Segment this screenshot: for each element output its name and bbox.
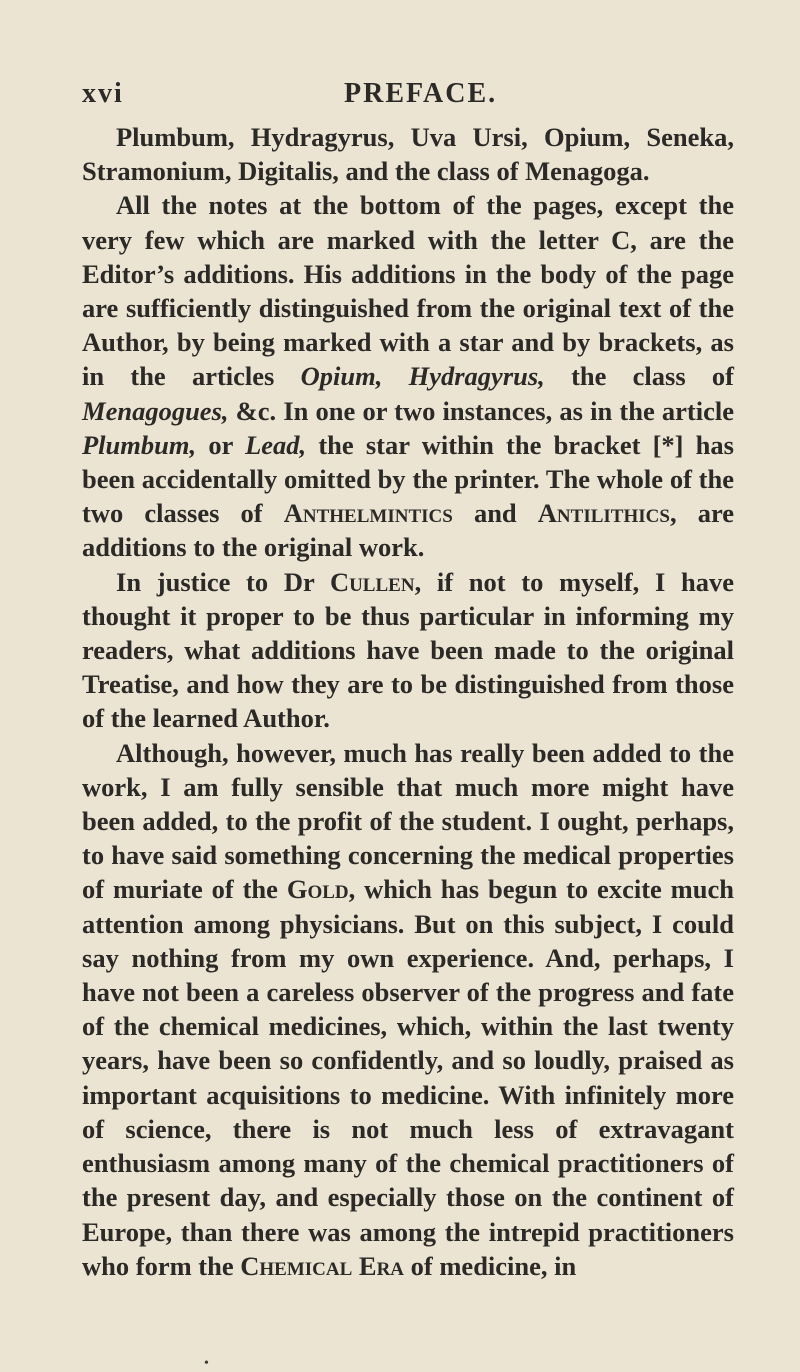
small-caps-term: Cullen: [329, 566, 415, 597]
text-run: , which has begun to excite much attention among physicians. But on this subject, I could say nothing from my own experience. And, perhaps, I have not been a careless observer of the progress and fate of the chemical medicines, which, within the last twenty years, have been so confidently, and so loudly, praised as important acquisitions to medicine. With infinitely more of science, there is not much less of extravagant enthusiasm among many of the chemical practitioners of the present day, and especially those on the continent of Europe, than there was among the intrepid practitioners who form the: [82, 874, 734, 1281]
text-run: the star within the bracket [*] has been accidentally omitted by the printer. The whole of the two classes of: [82, 429, 734, 529]
italic-term: Lead,: [245, 429, 307, 460]
text-run: , if not to myself, I have thought it proper to be thus particular in informing my readers, what additions have been made to the original Treatise, and how they are to be distinguished from those of the learned Author.: [82, 566, 734, 734]
paragraph-1: [82, 120, 734, 188]
page-number: xvi: [82, 78, 124, 109]
text-run: and: [452, 498, 538, 529]
italic-term: Menagogues,: [82, 395, 229, 426]
text-run: In justice to Dr: [116, 566, 330, 597]
italic-term: Plumbum,: [82, 429, 197, 460]
text-run: Plumbum, Hydragyrus, Uva Ursi, Opium, Seneka, Stramonium, Digitalis, and the class of Menagoga.: [82, 122, 734, 187]
text-run: &c. In one or two instances, as in the article: [228, 395, 734, 426]
body-text: [82, 120, 734, 1283]
paragraph-2: [82, 188, 734, 564]
small-caps-term: Anthelmintics: [283, 498, 453, 529]
italic-term: Opium, Hydragyrus,: [300, 361, 545, 392]
small-caps-term: Chemical Era: [240, 1250, 405, 1281]
text-run: of medicine, in: [404, 1250, 577, 1281]
printer-mark: •: [204, 1356, 209, 1371]
text-run: Although, however, much has really been added to the work, I am fully sensible that much more might have been added, to the profit of the student. I ought, perhaps, to have said something concerning the medical properties of muriate of the: [82, 737, 734, 905]
text-run: the class of: [544, 361, 735, 392]
text-run: All the notes at the bottom of the pages, except the very few which are marked with the letter C, are the Editor’s additions. His additions in the body of the page are sufficiently distinguished from the original text of the Author, by being marked with a star and by brackets, as in the articles: [82, 190, 734, 392]
running-title: PREFACE.: [344, 78, 498, 109]
paragraph-3: [82, 565, 734, 736]
text-run: , are additions to the original work.: [82, 498, 734, 563]
running-head: [82, 78, 740, 112]
text-run: or: [196, 429, 246, 460]
paragraph-4: [82, 736, 734, 1283]
small-caps-term: Antilithics: [537, 498, 670, 529]
small-caps-term: Gold: [286, 874, 349, 905]
